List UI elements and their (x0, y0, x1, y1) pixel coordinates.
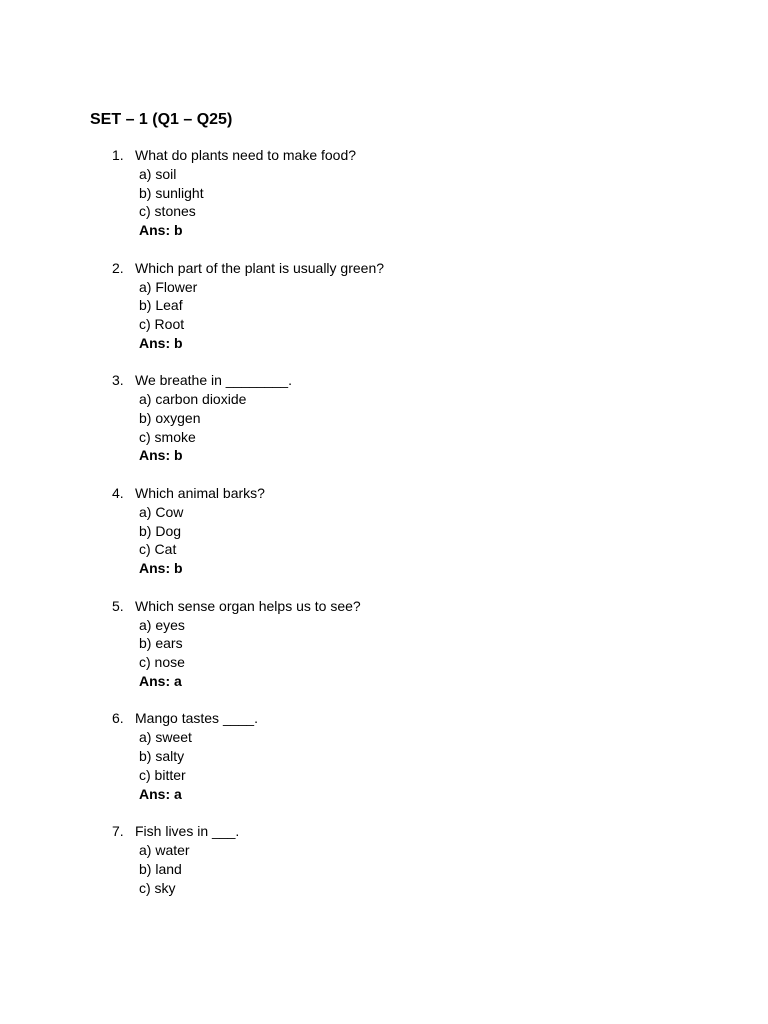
option-c: c) Cat (139, 541, 177, 558)
option-c: c) nose (139, 654, 185, 671)
question-item (0, 709, 768, 822)
option-a: a) Cow (139, 504, 184, 521)
option-c: c) bitter (139, 766, 186, 783)
option-c: c) stones (139, 203, 196, 220)
option-a: a) Flower (139, 278, 198, 295)
option-list (139, 390, 246, 465)
option-b: b) sunlight (139, 184, 204, 201)
option-a: a) carbon dioxide (139, 391, 247, 408)
option-a: a) eyes (139, 616, 185, 633)
question-item (0, 146, 768, 259)
set-title: SET – 1 (Q1 – Q25) (90, 111, 233, 128)
option-b: b) Leaf (139, 297, 183, 314)
question-item (0, 597, 768, 710)
option-c: c) smoke (139, 428, 196, 445)
answer-label: Ans: b (139, 560, 183, 577)
question-number: 4. (112, 485, 124, 502)
option-list (139, 165, 204, 240)
option-list (139, 728, 192, 803)
option-list (139, 278, 197, 353)
question-number: 5. (112, 597, 124, 614)
answer-label: Ans: b (139, 222, 183, 239)
question-text: Fish lives in ___. (135, 823, 240, 840)
question-text: Which sense organ helps us to see? (135, 597, 361, 614)
answer-label: Ans: b (139, 334, 183, 351)
question-item (0, 371, 768, 484)
option-b: b) oxygen (139, 410, 201, 427)
option-a: a) sweet (139, 729, 192, 746)
question-list (0, 146, 768, 935)
option-a: a) soil (139, 166, 177, 182)
option-list (139, 616, 185, 691)
question-item (0, 259, 768, 372)
option-b: b) ears (139, 635, 183, 652)
answer-label: Ans: a (139, 672, 182, 689)
option-list (139, 841, 190, 897)
option-list (139, 503, 183, 578)
option-b: b) salty (139, 748, 185, 765)
question-text: We breathe in ________. (135, 372, 292, 389)
option-c: c) sky (139, 879, 176, 896)
option-b: b) Dog (139, 522, 182, 539)
answer-label: Ans: a (139, 785, 182, 802)
question-number: 1. (112, 147, 124, 163)
question-item (0, 822, 768, 935)
question-number: 7. (112, 823, 124, 840)
question-number: 6. (112, 710, 124, 727)
question-item (0, 484, 768, 597)
answer-label: Ans: b (139, 447, 183, 464)
question-text: Which animal barks? (135, 485, 265, 502)
question-number: 3. (112, 372, 124, 389)
question-text: Mango tastes ____. (135, 710, 258, 727)
question-text: Which part of the plant is usually green? (135, 259, 385, 276)
option-b: b) land (139, 860, 182, 877)
question-number: 2. (112, 259, 124, 276)
option-c: c) Root (139, 316, 185, 333)
option-a: a) water (139, 842, 190, 859)
question-text: What do plants need to make food? (135, 147, 357, 163)
